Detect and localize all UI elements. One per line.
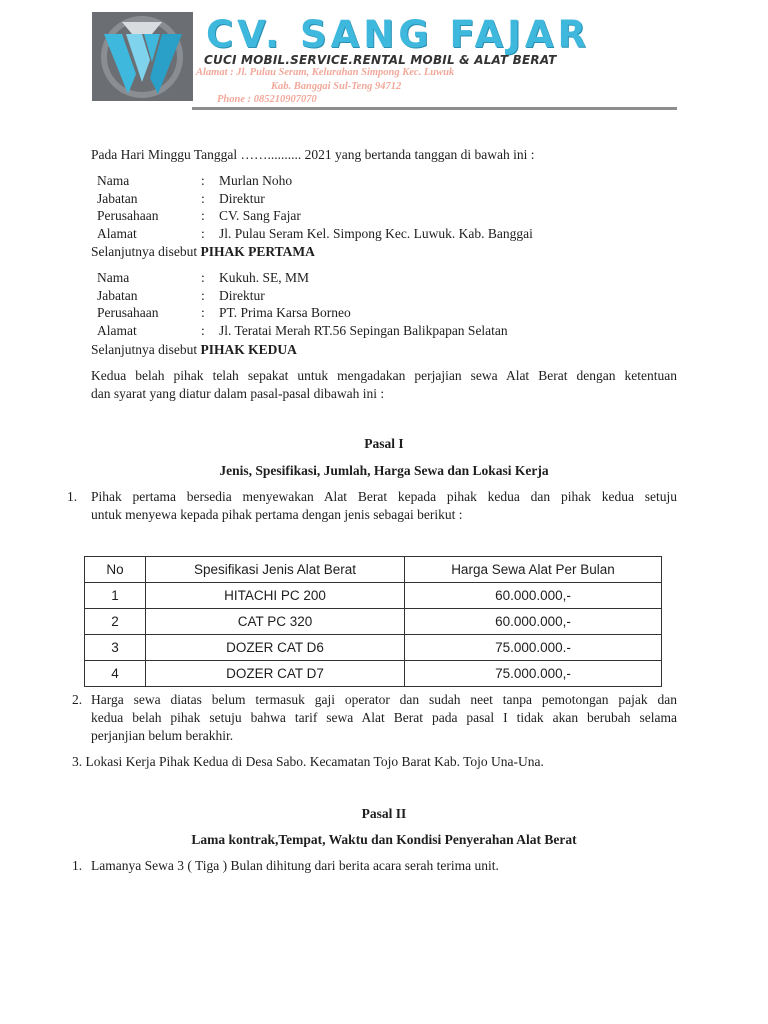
- table-header-no: No: [85, 557, 146, 583]
- table-header-spec: Spesifikasi Jenis Alat Berat: [146, 557, 405, 583]
- table-cell-spec: DOZER CAT D7: [146, 661, 405, 687]
- table-header-price: Harga Sewa Alat Per Bulan: [405, 557, 662, 583]
- party1-company-label: Perusahaan: [97, 208, 159, 223]
- pasal2-subtitle: Lama kontrak,Tempat, Waktu dan Kondisi Penyerahan Alat Berat: [191, 832, 577, 847]
- table-cell-spec: CAT PC 320: [146, 609, 405, 635]
- letterhead-divider: [192, 107, 677, 110]
- party1-position-value: Direktur: [219, 191, 265, 206]
- company-address-line2: Kab. Banggai Sul-Teng 94712: [271, 81, 402, 92]
- table-cell-no: 1: [85, 583, 146, 609]
- pasal1-item2-line1: Harga sewa diatas belum termasuk gaji operator dan sudah neet tanpa pemotongan pajak dan: [91, 692, 677, 707]
- party1-name-colon: :: [201, 173, 205, 188]
- pasal2-title: Pasal II: [361, 806, 407, 821]
- party1-name-value: Murlan Noho: [219, 173, 293, 188]
- pasal1-item1-number: 1.: [67, 489, 78, 504]
- party2-address-value: Jl. Teratai Merah RT.56 Sepingan Balikpapan Selatan: [219, 323, 508, 338]
- intro-paragraph: Pada Hari Minggu Tanggal …….......... 2021 yang bertanda tanggan di bawah ini :: [91, 147, 535, 162]
- party1-name-label: Nama: [97, 173, 130, 188]
- table-cell-no: 4: [85, 661, 146, 687]
- table-cell-price: 60.000.000,-: [405, 583, 662, 609]
- party1-company-value: CV. Sang Fajar: [219, 208, 301, 223]
- pasal1-item1-line1: Pihak pertama bersedia menyewakan Alat Berat kepada pihak kedua dan pihak kedua setuju: [91, 489, 677, 504]
- designation-prefix: Selanjutnya disebut: [91, 244, 201, 259]
- party1-position-label: Jabatan: [97, 191, 138, 206]
- party1-address-colon: :: [201, 226, 205, 241]
- table-header-row: [85, 557, 662, 583]
- designation-prefix: Selanjutnya disebut: [91, 342, 201, 357]
- party2-designation: [91, 341, 297, 358]
- company-tagline: CUCI MOBIL.SERVICE.RENTAL MOBIL & ALAT BERAT: [204, 53, 557, 67]
- table-cell-no: 2: [85, 609, 146, 635]
- party1-address-label: Alamat: [97, 226, 137, 241]
- table-cell-spec: HITACHI PC 200: [146, 583, 405, 609]
- pasal1-item1-line2: untuk menyewa kepada pihak pertama dengan jenis sebagai berikut :: [91, 507, 463, 522]
- agreement-line-2: dan syarat yang diatur dalam pasal-pasal dibawah ini :: [91, 386, 385, 401]
- party2-name-value: Kukuh. SE, MM: [219, 270, 310, 285]
- table-cell-price: 75.000.000.-: [405, 635, 662, 661]
- party1-address-value: Jl. Pulau Seram Kel. Simpong Kec. Luwuk. Kab. Banggai: [219, 226, 533, 241]
- party1-designation: [91, 243, 315, 260]
- company-logo: [92, 12, 193, 101]
- pihak-pertama-label: PIHAK PERTAMA: [200, 244, 315, 259]
- party2-company-label: Perusahaan: [97, 305, 159, 320]
- table-cell-price: 75.000.000,-: [405, 661, 662, 687]
- party2-address-label: Alamat: [97, 323, 137, 338]
- party2-position-value: Direktur: [219, 288, 265, 303]
- pasal1-item3: 3. Lokasi Kerja Pihak Kedua di Desa Sabo. Kecamatan Tojo Barat Kab. Tojo Una-Una.: [72, 754, 544, 769]
- party2-position-colon: :: [201, 288, 205, 303]
- party2-address-colon: :: [201, 323, 205, 338]
- pasal1-title: Pasal I: [364, 436, 404, 451]
- pasal2-item1-number: 1.: [72, 858, 83, 873]
- pihak-kedua-label: PIHAK KEDUA: [200, 342, 297, 357]
- company-name: CV. SANG FAJAR: [206, 13, 591, 56]
- pasal1-subtitle: Jenis, Spesifikasi, Jumlah, Harga Sewa dan Lokasi Kerja: [219, 463, 549, 478]
- table-row: [85, 609, 662, 635]
- table-row: [85, 635, 662, 661]
- company-phone: Phone : 085210907070: [217, 94, 317, 105]
- pasal1-item2-line2: kedua belah pihak setuju bahwa tarif sewa Alat Berat pada pasal I tidak akan berubah selama: [91, 710, 677, 725]
- table-cell-no: 3: [85, 635, 146, 661]
- party2-name-colon: :: [201, 270, 205, 285]
- pasal1-item2-number: 2.: [72, 692, 83, 707]
- party2-company-value: PT. Prima Karsa Borneo: [219, 305, 351, 320]
- pasal1-item2-line3: perjanjian belum berakhir.: [91, 728, 234, 743]
- table-cell-price: 60.000.000,-: [405, 609, 662, 635]
- agreement-line-1: Kedua belah pihak telah sepakat untuk mengadakan perjajian sewa Alat Berat dengan ketentuan: [91, 368, 677, 383]
- party2-position-label: Jabatan: [97, 288, 138, 303]
- party2-name-label: Nama: [97, 270, 130, 285]
- table-cell-spec: DOZER CAT D6: [146, 635, 405, 661]
- party2-company-colon: :: [201, 305, 205, 320]
- company-address-line1: Alamat : Jl. Pulau Seram, Kelurahan Simpong Kec. Luwuk: [196, 67, 455, 78]
- party1-company-colon: :: [201, 208, 205, 223]
- pasal2-item1: Lamanya Sewa 3 ( Tiga ) Bulan dihitung dari berita acara serah terima unit.: [91, 858, 499, 873]
- table-row: [85, 661, 662, 687]
- party1-position-colon: :: [201, 191, 205, 206]
- rental-price-table: [84, 556, 662, 687]
- table-row: [85, 583, 662, 609]
